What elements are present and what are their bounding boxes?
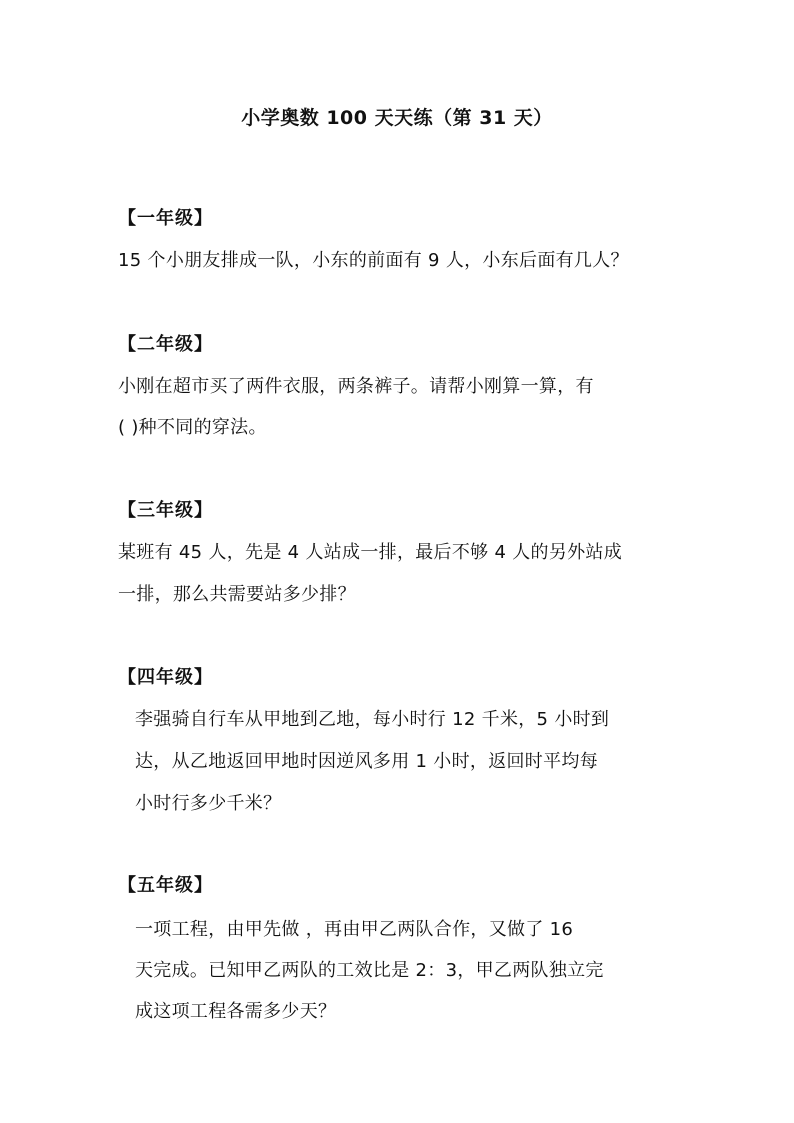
problem-4-line-2: 达，从乙地返回甲地时因逆风多用 1 小时，返回时平均每 [135, 751, 598, 772]
grade-heading-4: 【四年级】 [118, 667, 213, 688]
grade-heading-3: 【三年级】 [118, 500, 213, 521]
problem-4-line-3: 小时行多少千米？ [135, 793, 282, 814]
problem-5-line-1: 一项工程，由甲先做 ，再由甲乙两队合作，又做了 16 [135, 919, 574, 940]
grade-heading-2: 【二年级】 [118, 334, 213, 355]
problem-1-line-1: 15 个小朋友排成一队，小东的前面有 9 人，小东后面有几人？ [118, 250, 629, 271]
problem-3-line-1: 某班有 45 人，先是 4 人站成一排，最后不够 4 人的另外站成 [118, 542, 623, 563]
problem-2-line-1: 小刚在超市买了两件衣服，两条裤子。请帮小刚算一算，有 [118, 376, 594, 397]
problem-4-line-1: 李强骑自行车从甲地到乙地，每小时行 12 千米，5 小时到 [135, 709, 610, 730]
grade-heading-5: 【五年级】 [118, 875, 213, 896]
problem-2-line-2: ( )种不同的穿法。 [118, 417, 267, 438]
page-title: 小学奥数 100 天天练（第 31 天） [241, 107, 553, 129]
problem-5-line-3: 成这项工程各需多少天？ [135, 1001, 337, 1022]
grade-heading-1: 【一年级】 [118, 208, 213, 229]
problem-3-line-2: 一排，那么共需要站多少排？ [118, 584, 356, 605]
problem-5-line-2: 天完成。已知甲乙两队的工效比是 2：3，甲乙两队独立完 [135, 960, 604, 981]
